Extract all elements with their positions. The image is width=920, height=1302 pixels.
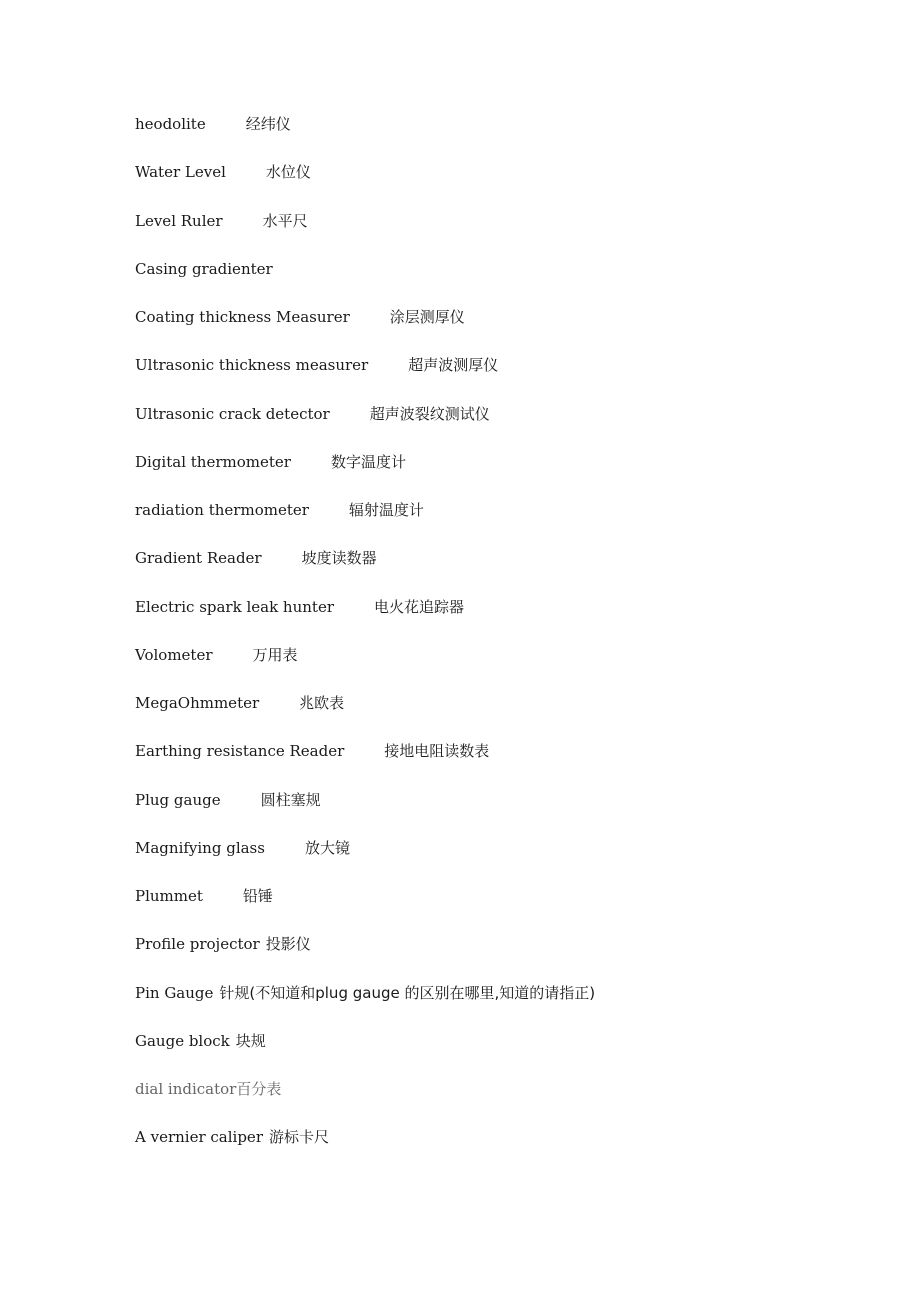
chinese-term: 投影仪	[265, 935, 311, 954]
glossary-entry	[135, 597, 595, 645]
chinese-term: 电火花追踪器	[374, 597, 465, 616]
english-term: radiation thermometer	[135, 501, 309, 519]
glossary-entry	[135, 934, 595, 982]
glossary-entry	[135, 1031, 595, 1079]
glossary-entry	[135, 452, 595, 500]
chinese-term: 水位仪	[265, 163, 311, 182]
english-term: Gradient Reader	[135, 549, 262, 568]
chinese-term: 游标卡尺	[268, 1128, 329, 1147]
chinese-term: 针规(不知道和plug gauge 的区别在哪里,知道的请指正)	[219, 983, 596, 1002]
glossary-entry	[135, 548, 595, 596]
english-term: Ultrasonic crack detector	[135, 404, 330, 423]
glossary-entry	[135, 645, 595, 693]
english-term: Gauge block	[135, 1031, 230, 1050]
english-term: Casing gradienter	[135, 259, 273, 278]
chinese-term: 经纬仪	[245, 115, 291, 133]
glossary-entry	[135, 983, 595, 1031]
english-term: heodolite	[135, 115, 206, 133]
english-term: Water Level	[135, 163, 226, 182]
english-term: Ultrasonic thickness measurer	[135, 356, 369, 375]
glossary-entry	[135, 114, 595, 162]
english-term: Pin Gauge	[135, 983, 214, 1002]
chinese-term: 超声波测厚仪	[408, 356, 499, 375]
glossary-entry	[135, 355, 595, 403]
english-term: Plug gauge	[135, 790, 221, 809]
glossary-entry	[135, 404, 595, 452]
chinese-term: 圆柱塞规	[260, 790, 321, 809]
glossary-entry	[135, 1127, 595, 1175]
english-term: Plummet	[135, 887, 203, 905]
english-term: Level Ruler	[135, 211, 223, 230]
chinese-term: 百分表	[236, 1080, 282, 1098]
glossary-entry	[135, 211, 595, 259]
glossary-entry	[135, 162, 595, 210]
glossary-entry	[135, 259, 595, 307]
english-term: Earthing resistance Reader	[135, 742, 345, 761]
glossary-entry	[135, 886, 595, 934]
english-term: Electric spark leak hunter	[135, 597, 334, 616]
chinese-term: 接地电阻读数表	[384, 742, 490, 761]
chinese-term: 超声波裂纹测试仪	[369, 404, 490, 423]
glossary-entry	[135, 741, 595, 789]
glossary-list	[135, 114, 595, 1176]
chinese-term: 万用表	[252, 645, 298, 664]
english-term: Digital thermometer	[135, 452, 291, 471]
glossary-entry	[135, 790, 595, 838]
english-term: Magnifying glass	[135, 838, 265, 857]
chinese-term: 块规	[235, 1031, 266, 1050]
glossary-entry	[135, 1079, 595, 1127]
english-term: A vernier caliper	[135, 1128, 263, 1147]
english-term: MegaOhmmeter	[135, 694, 260, 712]
english-term: Coating thickness Measurer	[135, 308, 350, 326]
english-term: Profile projector	[135, 935, 260, 954]
chinese-term: 坡度读数器	[301, 549, 377, 568]
chinese-term: 铅锤	[242, 887, 273, 905]
chinese-term: 涂层测厚仪	[389, 308, 465, 326]
glossary-entry	[135, 693, 595, 741]
glossary-entry	[135, 838, 595, 886]
english-term: dial indicator	[135, 1080, 237, 1098]
english-term: Volometer	[135, 645, 213, 664]
glossary-entry	[135, 307, 595, 355]
glossary-entry	[135, 500, 595, 548]
chinese-term: 兆欧表	[299, 694, 345, 712]
chinese-term: 水平尺	[262, 211, 308, 230]
chinese-term: 数字温度计	[330, 452, 406, 471]
chinese-term: 放大镜	[304, 838, 350, 857]
chinese-term: 辐射温度计	[348, 501, 424, 519]
